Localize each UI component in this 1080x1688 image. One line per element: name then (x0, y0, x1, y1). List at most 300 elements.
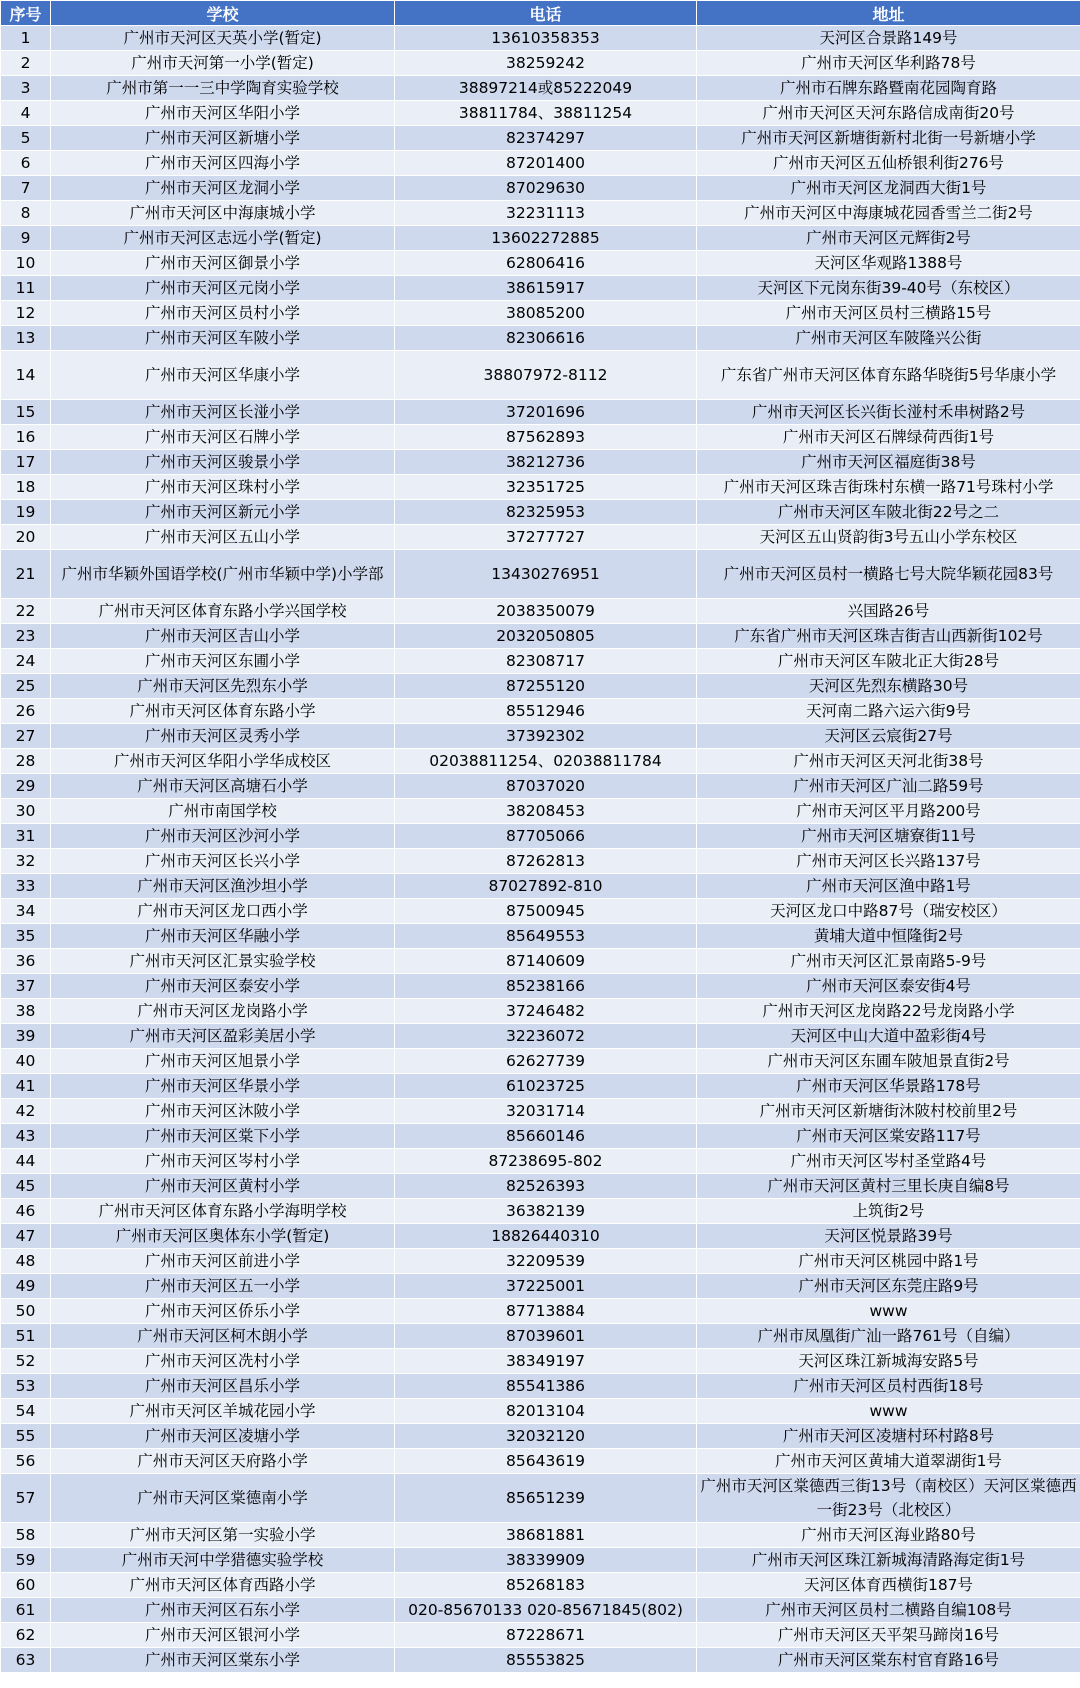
cell-address: 广州市天河区珠吉街珠村东横一路71号珠村小学 (697, 475, 1080, 500)
cell-index: 14 (1, 351, 51, 400)
cell-phone: 38897214或85222049 (395, 76, 697, 101)
cell-phone: 85643619 (395, 1449, 697, 1474)
table-row (1, 874, 1080, 899)
cell-phone: 38615917 (395, 276, 697, 301)
cell-phone: 87500945 (395, 899, 697, 924)
cell-phone: 87713884 (395, 1299, 697, 1324)
cell-address: 广州市天河区泰安街4号 (697, 974, 1080, 999)
cell-address: 广州市天河区广汕二路59号 (697, 774, 1080, 799)
table-row (1, 1249, 1080, 1274)
cell-address: 广州市石牌东路暨南花园陶育路 (697, 76, 1080, 101)
cell-phone: 38349197 (395, 1349, 697, 1374)
cell-phone: 18826440310 (395, 1224, 697, 1249)
cell-school: 广州市天河区长兴小学 (51, 849, 395, 874)
cell-index: 39 (1, 1024, 51, 1049)
table-row (1, 425, 1080, 450)
cell-address: 广州市凤凰街广汕一路761号（自编） (697, 1324, 1080, 1349)
cell-phone: 87705066 (395, 824, 697, 849)
cell-phone: 87255120 (395, 674, 697, 699)
cell-school: 广州市天河区华景小学 (51, 1074, 395, 1099)
cell-index: 5 (1, 126, 51, 151)
cell-phone: 87027892-810 (395, 874, 697, 899)
cell-school: 广州市天河区龙岗路小学 (51, 999, 395, 1024)
table-row (1, 1174, 1080, 1199)
cell-school: 广州市天河区中海康城小学 (51, 201, 395, 226)
cell-index: 31 (1, 824, 51, 849)
cell-school: 广州市天河区天府路小学 (51, 1449, 395, 1474)
table-row (1, 849, 1080, 874)
cell-phone: 85238166 (395, 974, 697, 999)
cell-phone: 38807972-8112 (395, 351, 697, 400)
cell-address: 广州市天河区凌塘村环村路8号 (697, 1424, 1080, 1449)
cell-school: 广州市天河区第一实验小学 (51, 1523, 395, 1548)
cell-school: 广州市天河区先烈东小学 (51, 674, 395, 699)
cell-address: 广州市天河区天平架马蹄岗16号 (697, 1623, 1080, 1648)
cell-school: 广州市天河区旭景小学 (51, 1049, 395, 1074)
table-row (1, 1598, 1080, 1623)
cell-address: 广州市天河区福庭街38号 (697, 450, 1080, 475)
cell-address: www (697, 1299, 1080, 1324)
table-row (1, 1049, 1080, 1074)
cell-index: 62 (1, 1623, 51, 1648)
cell-index: 41 (1, 1074, 51, 1099)
cell-index: 30 (1, 799, 51, 824)
table-row (1, 1274, 1080, 1299)
cell-index: 37 (1, 974, 51, 999)
cell-school: 广州市天河区华融小学 (51, 924, 395, 949)
cell-address: 广州市天河区平月路200号 (697, 799, 1080, 824)
header-row (1, 1, 1080, 26)
cell-school: 广州市天河区车陂小学 (51, 326, 395, 351)
cell-phone: 37277727 (395, 525, 697, 550)
table-row (1, 1299, 1080, 1324)
cell-phone: 38208453 (395, 799, 697, 824)
cell-index: 57 (1, 1474, 51, 1523)
table-row (1, 400, 1080, 425)
cell-phone: 82308717 (395, 649, 697, 674)
table-row (1, 51, 1080, 76)
cell-index: 12 (1, 301, 51, 326)
cell-address: 广州市天河区棠安路117号 (697, 1124, 1080, 1149)
cell-phone: 2038350079 (395, 599, 697, 624)
cell-school: 广州市天河区员村小学 (51, 301, 395, 326)
cell-address: 广州市天河区珠江新城海清路海定街1号 (697, 1548, 1080, 1573)
cell-phone: 38085200 (395, 301, 697, 326)
table-row (1, 226, 1080, 251)
cell-school: 广州市天河区华阳小学 (51, 101, 395, 126)
cell-school: 广州市天河区岑村小学 (51, 1149, 395, 1174)
cell-phone: 37201696 (395, 400, 697, 425)
cell-index: 54 (1, 1399, 51, 1424)
table-row (1, 301, 1080, 326)
cell-phone: 020-85670133 020-85671845(802) (395, 1598, 697, 1623)
table-row (1, 999, 1080, 1024)
table-row (1, 674, 1080, 699)
cell-address: 天河区珠江新城海安路5号 (697, 1349, 1080, 1374)
cell-address: 广州市天河区中海康城花园香雪兰二街2号 (697, 201, 1080, 226)
cell-index: 23 (1, 624, 51, 649)
cell-school: 广州市天河区新塘小学 (51, 126, 395, 151)
header-index: 序号 (1, 1, 51, 26)
cell-index: 52 (1, 1349, 51, 1374)
cell-address: 广州市天河区天河东路信成南街20号 (697, 101, 1080, 126)
table-row (1, 1024, 1080, 1049)
cell-phone: 85651239 (395, 1474, 697, 1523)
cell-address: 广州市天河区新塘街新村北街一号新塘小学 (697, 126, 1080, 151)
cell-phone: 85512946 (395, 699, 697, 724)
cell-address: 黄埔大道中恒隆街2号 (697, 924, 1080, 949)
cell-phone: 38339909 (395, 1548, 697, 1573)
cell-school: 广州市天河区华康小学 (51, 351, 395, 400)
cell-index: 8 (1, 201, 51, 226)
cell-address: 广州市天河区元辉街2号 (697, 226, 1080, 251)
cell-phone: 85660146 (395, 1124, 697, 1149)
cell-phone: 82325953 (395, 500, 697, 525)
cell-school: 广州市天河区东圃小学 (51, 649, 395, 674)
cell-index: 1 (1, 26, 51, 51)
table-row (1, 1573, 1080, 1598)
cell-school: 广州市天河区石牌小学 (51, 425, 395, 450)
cell-school: 广州市天河区棠下小学 (51, 1124, 395, 1149)
cell-school: 广州市天河区长湴小学 (51, 400, 395, 425)
cell-school: 广州市天河区前进小学 (51, 1249, 395, 1274)
cell-school: 广州市天河区凌塘小学 (51, 1424, 395, 1449)
cell-address: 广州市天河区员村三横路15号 (697, 301, 1080, 326)
cell-address: 广州市天河区车陂北正大街28号 (697, 649, 1080, 674)
cell-index: 13 (1, 326, 51, 351)
cell-index: 44 (1, 1149, 51, 1174)
table-row (1, 126, 1080, 151)
cell-address: 天河区云宸街27号 (697, 724, 1080, 749)
table-row (1, 1199, 1080, 1224)
cell-index: 27 (1, 724, 51, 749)
cell-phone: 32351725 (395, 475, 697, 500)
cell-index: 6 (1, 151, 51, 176)
table-row (1, 649, 1080, 674)
cell-phone: 32032120 (395, 1424, 697, 1449)
cell-address: 天河区先烈东横路30号 (697, 674, 1080, 699)
cell-school: 广州市天河区华阳小学华成校区 (51, 749, 395, 774)
cell-address: 广州市天河区渔中路1号 (697, 874, 1080, 899)
cell-address: 广州市天河区华景路178号 (697, 1074, 1080, 1099)
cell-phone: 32209539 (395, 1249, 697, 1274)
table-row (1, 1324, 1080, 1349)
cell-phone: 85649553 (395, 924, 697, 949)
cell-phone: 36382139 (395, 1199, 697, 1224)
cell-index: 42 (1, 1099, 51, 1124)
table-row (1, 26, 1080, 51)
cell-phone: 32231113 (395, 201, 697, 226)
table-row (1, 326, 1080, 351)
table-row (1, 1623, 1080, 1648)
cell-school: 广州市天河区御景小学 (51, 251, 395, 276)
cell-school: 广州市天河区志远小学(暂定) (51, 226, 395, 251)
cell-school: 广州市天河区石东小学 (51, 1598, 395, 1623)
cell-index: 2 (1, 51, 51, 76)
cell-index: 25 (1, 674, 51, 699)
cell-index: 4 (1, 101, 51, 126)
table-row (1, 924, 1080, 949)
table-row (1, 550, 1080, 599)
cell-address: 广东省广州市天河区体育东路华晓街5号华康小学 (697, 351, 1080, 400)
header-school: 学校 (51, 1, 395, 26)
table-row (1, 276, 1080, 301)
cell-phone: 87140609 (395, 949, 697, 974)
cell-school: 广州市天河区冼村小学 (51, 1349, 395, 1374)
table-row (1, 1424, 1080, 1449)
cell-school: 广州市天河区柯木朗小学 (51, 1324, 395, 1349)
cell-address: 天河区五山贤韵街3号五山小学东校区 (697, 525, 1080, 550)
cell-phone: 32236072 (395, 1024, 697, 1049)
cell-address: 广州市天河区员村二横路自编108号 (697, 1598, 1080, 1623)
cell-school: 广州市天河区泰安小学 (51, 974, 395, 999)
cell-index: 55 (1, 1424, 51, 1449)
cell-phone: 87039601 (395, 1324, 697, 1349)
cell-address: 广州市天河区塘寮街11号 (697, 824, 1080, 849)
cell-index: 38 (1, 999, 51, 1024)
cell-index: 51 (1, 1324, 51, 1349)
cell-school: 广州市天河区银河小学 (51, 1623, 395, 1648)
cell-index: 7 (1, 176, 51, 201)
table-row (1, 1474, 1080, 1523)
table-row (1, 899, 1080, 924)
cell-index: 34 (1, 899, 51, 924)
cell-address: 广州市天河区长兴路137号 (697, 849, 1080, 874)
table-row (1, 1449, 1080, 1474)
cell-school: 广州市天河区黄村小学 (51, 1174, 395, 1199)
table-row (1, 799, 1080, 824)
cell-index: 32 (1, 849, 51, 874)
table-row (1, 450, 1080, 475)
cell-index: 24 (1, 649, 51, 674)
cell-phone: 37246482 (395, 999, 697, 1024)
cell-address: 广州市天河区华利路78号 (697, 51, 1080, 76)
table-row (1, 974, 1080, 999)
table-row (1, 749, 1080, 774)
cell-index: 20 (1, 525, 51, 550)
cell-index: 28 (1, 749, 51, 774)
cell-school: 广州市天河区龙口西小学 (51, 899, 395, 924)
cell-phone: 38811784、38811254 (395, 101, 697, 126)
cell-phone: 85268183 (395, 1573, 697, 1598)
cell-school: 广州市天河区侨乐小学 (51, 1299, 395, 1324)
cell-index: 16 (1, 425, 51, 450)
table-row (1, 1074, 1080, 1099)
cell-index: 9 (1, 226, 51, 251)
cell-phone: 38212736 (395, 450, 697, 475)
cell-address: 上筑街2号 (697, 1199, 1080, 1224)
cell-school: 广州市天河区棠东小学 (51, 1648, 395, 1673)
table-row (1, 1548, 1080, 1573)
cell-index: 56 (1, 1449, 51, 1474)
cell-address: 广州市天河区东莞庄路9号 (697, 1274, 1080, 1299)
header-address: 地址 (697, 1, 1080, 26)
cell-index: 21 (1, 550, 51, 599)
cell-index: 19 (1, 500, 51, 525)
cell-school: 广州市天河区四海小学 (51, 151, 395, 176)
cell-index: 47 (1, 1224, 51, 1249)
cell-school: 广州市天河区棠德南小学 (51, 1474, 395, 1523)
cell-phone: 87562893 (395, 425, 697, 450)
cell-address: 广州市天河区天河北街38号 (697, 749, 1080, 774)
table-row (1, 151, 1080, 176)
cell-address: 天河区下元岗东街39-40号（东校区） (697, 276, 1080, 301)
cell-school: 广州市天河区渔沙坦小学 (51, 874, 395, 899)
table-row (1, 1399, 1080, 1424)
cell-index: 10 (1, 251, 51, 276)
cell-address: 广东省广州市天河区珠吉街吉山西新街102号 (697, 624, 1080, 649)
cell-phone: 38259242 (395, 51, 697, 76)
cell-school: 广州市天河区体育东路小学海明学校 (51, 1199, 395, 1224)
cell-school: 广州市天河第一小学(暂定) (51, 51, 395, 76)
table-row (1, 251, 1080, 276)
cell-index: 50 (1, 1299, 51, 1324)
cell-phone: 87228671 (395, 1623, 697, 1648)
cell-address: 天河区华观路1388号 (697, 251, 1080, 276)
cell-index: 46 (1, 1199, 51, 1224)
table-row (1, 475, 1080, 500)
cell-school: 广州市华颖外国语学校(广州市华颖中学)小学部 (51, 550, 395, 599)
cell-address: 天河区悦景路39号 (697, 1224, 1080, 1249)
cell-address: 广州市天河区龙洞西大街1号 (697, 176, 1080, 201)
table-row (1, 1374, 1080, 1399)
cell-phone: 62806416 (395, 251, 697, 276)
cell-phone: 2032050805 (395, 624, 697, 649)
cell-school: 广州市天河区沙河小学 (51, 824, 395, 849)
cell-school: 广州市天河区元岗小学 (51, 276, 395, 301)
cell-school: 广州市天河区吉山小学 (51, 624, 395, 649)
cell-phone: 82306616 (395, 326, 697, 351)
table-row (1, 599, 1080, 624)
cell-school: 广州市天河区骏景小学 (51, 450, 395, 475)
cell-index: 17 (1, 450, 51, 475)
cell-school: 广州市天河区盈彩美居小学 (51, 1024, 395, 1049)
cell-phone: 85553825 (395, 1648, 697, 1673)
cell-phone: 82526393 (395, 1174, 697, 1199)
cell-address: www (697, 1399, 1080, 1424)
table-row (1, 824, 1080, 849)
table-row (1, 1124, 1080, 1149)
cell-phone: 87262813 (395, 849, 697, 874)
cell-index: 33 (1, 874, 51, 899)
cell-school: 广州市天河区羊城花园小学 (51, 1399, 395, 1424)
cell-address: 广州市天河区黄埔大道翠湖街1号 (697, 1449, 1080, 1474)
cell-index: 53 (1, 1374, 51, 1399)
table-row (1, 351, 1080, 400)
cell-school: 广州市天河区灵秀小学 (51, 724, 395, 749)
cell-address: 广州市天河区岑村圣堂路4号 (697, 1149, 1080, 1174)
table-row (1, 525, 1080, 550)
cell-phone: 37392302 (395, 724, 697, 749)
table-row (1, 1099, 1080, 1124)
table-row (1, 101, 1080, 126)
cell-school: 广州市天河区体育东路小学兴国学校 (51, 599, 395, 624)
table-row (1, 949, 1080, 974)
cell-index: 11 (1, 276, 51, 301)
cell-index: 36 (1, 949, 51, 974)
cell-phone: 32031714 (395, 1099, 697, 1124)
cell-index: 63 (1, 1648, 51, 1673)
cell-phone: 85541386 (395, 1374, 697, 1399)
cell-school: 广州市天河区珠村小学 (51, 475, 395, 500)
cell-address: 广州市天河区长兴街长湴村禾串树路2号 (697, 400, 1080, 425)
cell-address: 广州市天河区东圃车陂旭景直街2号 (697, 1049, 1080, 1074)
cell-address: 广州市天河区石牌绿荷西街1号 (697, 425, 1080, 450)
cell-phone: 61023725 (395, 1074, 697, 1099)
cell-phone: 37225001 (395, 1274, 697, 1299)
cell-address: 天河区体育西横街187号 (697, 1573, 1080, 1598)
cell-address: 天河区龙口中路87号（瑞安校区） (697, 899, 1080, 924)
cell-index: 40 (1, 1049, 51, 1074)
cell-phone: 87029630 (395, 176, 697, 201)
cell-school: 广州市天河区龙洞小学 (51, 176, 395, 201)
cell-address: 广州市天河区车陂隆兴公街 (697, 326, 1080, 351)
table-row (1, 774, 1080, 799)
cell-index: 58 (1, 1523, 51, 1548)
cell-index: 15 (1, 400, 51, 425)
header-phone: 电话 (395, 1, 697, 26)
table-row (1, 1648, 1080, 1673)
cell-index: 18 (1, 475, 51, 500)
cell-address: 兴国路26号 (697, 599, 1080, 624)
cell-index: 26 (1, 699, 51, 724)
table-row (1, 1149, 1080, 1174)
cell-address: 广州市天河区员村西街18号 (697, 1374, 1080, 1399)
cell-phone: 82374297 (395, 126, 697, 151)
cell-school: 广州市南国学校 (51, 799, 395, 824)
cell-address: 天河区合景路149号 (697, 26, 1080, 51)
cell-address: 广州市天河区车陂北街22号之二 (697, 500, 1080, 525)
cell-school: 广州市天河区五山小学 (51, 525, 395, 550)
cell-index: 29 (1, 774, 51, 799)
cell-phone: 13430276951 (395, 550, 697, 599)
cell-school: 广州市天河区新元小学 (51, 500, 395, 525)
cell-address: 天河南二路六运六街9号 (697, 699, 1080, 724)
cell-index: 48 (1, 1249, 51, 1274)
cell-index: 22 (1, 599, 51, 624)
table-row (1, 724, 1080, 749)
cell-phone: 87238695-802 (395, 1149, 697, 1174)
table-row (1, 500, 1080, 525)
cell-address: 天河区中山大道中盈彩街4号 (697, 1024, 1080, 1049)
cell-index: 45 (1, 1174, 51, 1199)
cell-phone: 13602272885 (395, 226, 697, 251)
cell-index: 61 (1, 1598, 51, 1623)
cell-school: 广州市天河区体育西路小学 (51, 1573, 395, 1598)
cell-address: 广州市天河区黄村三里长庚自编8号 (697, 1174, 1080, 1199)
cell-address: 广州市天河区员村一横路七号大院华颖花园83号 (697, 550, 1080, 599)
cell-index: 59 (1, 1548, 51, 1573)
cell-address: 广州市天河区五仙桥银利街276号 (697, 151, 1080, 176)
cell-school: 广州市天河区五一小学 (51, 1274, 395, 1299)
cell-school: 广州市天河区昌乐小学 (51, 1374, 395, 1399)
cell-index: 49 (1, 1274, 51, 1299)
cell-school: 广州市天河中学猎德实验学校 (51, 1548, 395, 1573)
cell-school: 广州市天河区汇景实验学校 (51, 949, 395, 974)
table-row (1, 1349, 1080, 1374)
cell-address: 广州市天河区海业路80号 (697, 1523, 1080, 1548)
cell-phone: 82013104 (395, 1399, 697, 1424)
cell-address: 广州市天河区棠德西三街13号（南校区）天河区棠德西一街23号（北校区） (697, 1474, 1080, 1523)
cell-school: 广州市天河区沐陂小学 (51, 1099, 395, 1124)
cell-phone: 62627739 (395, 1049, 697, 1074)
cell-phone: 13610358353 (395, 26, 697, 51)
cell-index: 43 (1, 1124, 51, 1149)
table-row (1, 201, 1080, 226)
cell-address: 广州市天河区棠东村官育路16号 (697, 1648, 1080, 1673)
cell-school: 广州市天河区奥体东小学(暂定) (51, 1224, 395, 1249)
cell-phone: 87201400 (395, 151, 697, 176)
